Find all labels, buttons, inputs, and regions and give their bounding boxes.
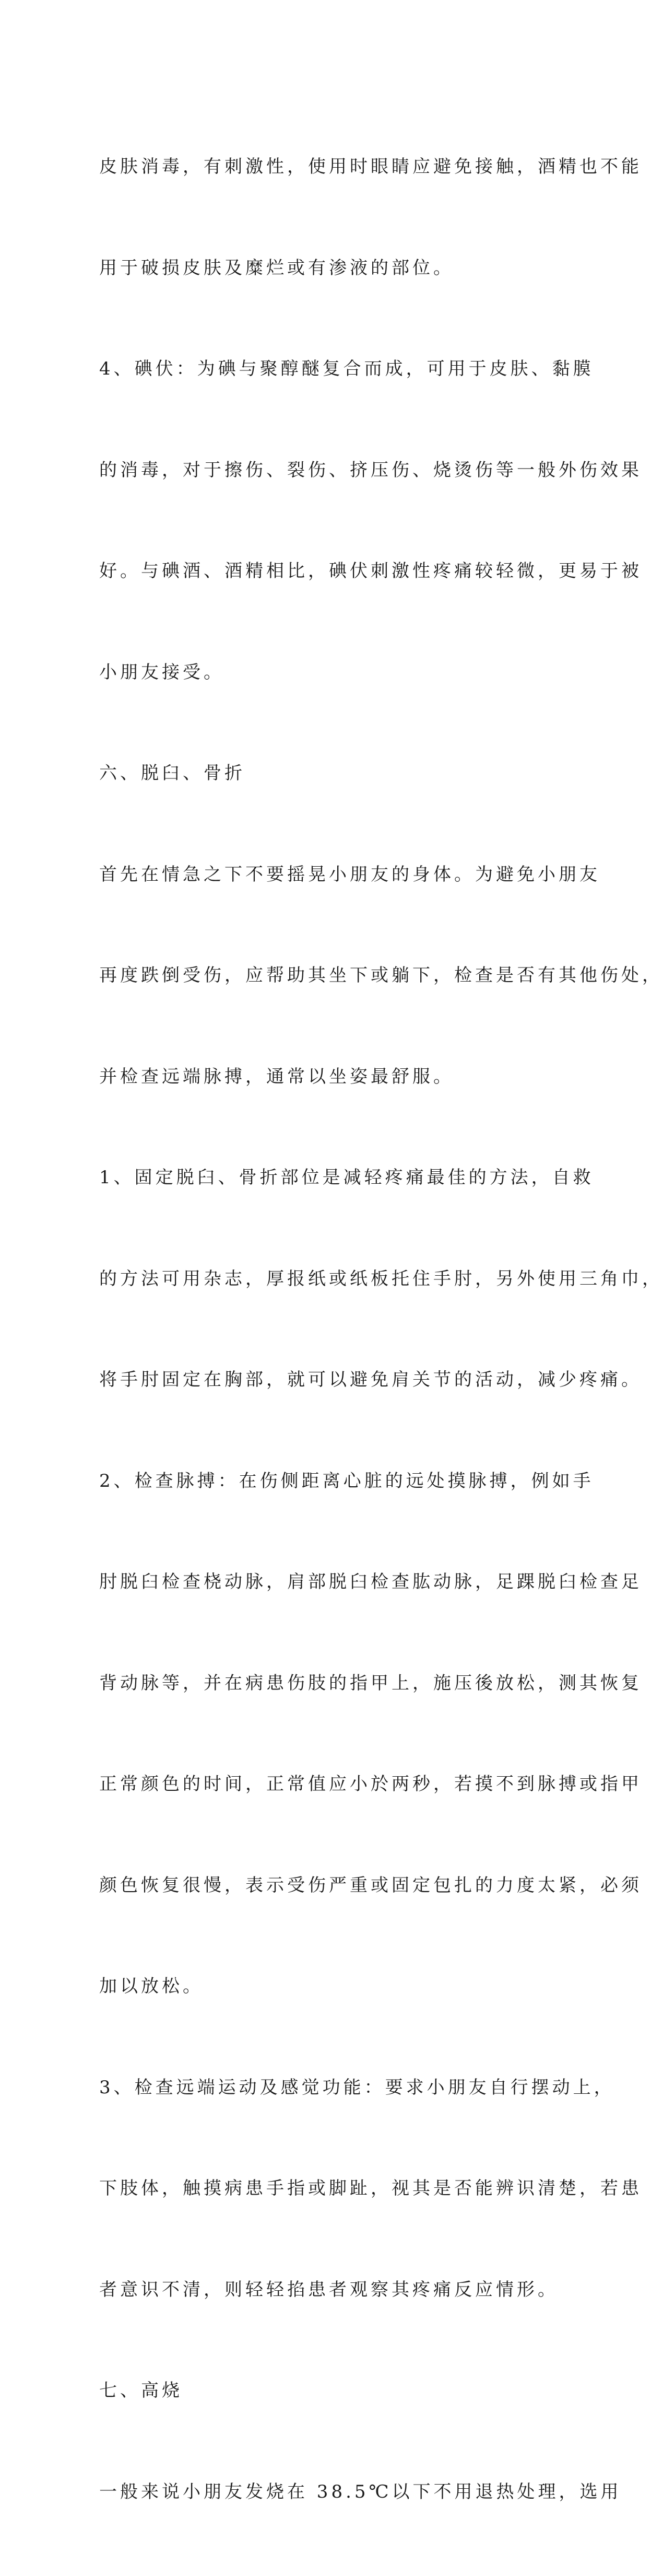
- text-line: 者意识不清，则轻轻掐患者观察其疼痛反应情形。: [99, 2279, 559, 2300]
- text-line: 好。与碘酒、酒精相比，碘伏刺激性疼痛较轻微，更易于被: [99, 561, 642, 581]
- text-line: 4、碘伏：为碘与聚醇醚复合而成，可用于皮肤、黏膜: [99, 358, 594, 379]
- text-line: 并检查远端脉搏，通常以坐姿最舒服。: [99, 1066, 454, 1087]
- text-line: 下肢体，触摸病患手指或脚趾，视其是否能辨识清楚，若患: [99, 2178, 642, 2199]
- text-line: 一般来说小朋友发烧在 38.5℃以下不用退热处理，选用: [99, 2481, 622, 2502]
- text-line: 颜色恢复很慢，表示受伤严重或固定包扎的力度太紧，必须: [99, 1874, 642, 1896]
- text-line: 的方法可用杂志，厚报纸或纸板托住手肘，另外使用三角巾，: [99, 1268, 663, 1289]
- text-line: 再度跌倒受伤，应帮助其坐下或躺下，检查是否有其他伤处，: [99, 965, 663, 986]
- text-line: 3、检查远端运动及感觉功能：要求小朋友自行摆动上，: [99, 2077, 615, 2098]
- text-line: 将手肘固定在胸部，就可以避免肩关节的活动，减少疼痛。: [99, 1369, 642, 1390]
- text-line: 首先在情急之下不要摇晃小朋友的身体。为避免小朋友: [99, 864, 600, 885]
- text-line: 小朋友接受。: [99, 661, 224, 683]
- text-line: 皮肤消毒，有刺激性，使用时眼睛应避免接触，酒精也不能: [99, 156, 642, 177]
- section-heading: 六、脱臼、骨折: [99, 763, 245, 784]
- text-line: 2、检查脉搏：在伤侧距离心脏的远处摸脉搏，例如手: [99, 1470, 594, 1491]
- text-line: 1、固定脱臼、骨折部位是减轻疼痛最佳的方法，自救: [99, 1167, 594, 1188]
- text-line: 加以放松。: [99, 1976, 204, 1997]
- text-line: 正常颜色的时间，正常值应小於两秒，若摸不到脉搏或指甲: [99, 1774, 642, 1794]
- text-line: 背动脉等，并在病患伤肢的指甲上，施压後放松，测其恢复: [99, 1672, 642, 1694]
- body-text: [99, 83, 663, 2576]
- text-line: 的消毒，对于擦伤、裂伤、挤压伤、烧烫伤等一般外伤效果: [99, 459, 642, 481]
- section-heading: 七、高烧: [99, 2380, 183, 2401]
- text-line: 肘脱臼检查桡动脉，肩部脱臼检查肱动脉，足踝脱臼检查足: [99, 1571, 642, 1592]
- text-line: 用于破损皮肤及糜烂或有渗液的部位。: [99, 257, 454, 278]
